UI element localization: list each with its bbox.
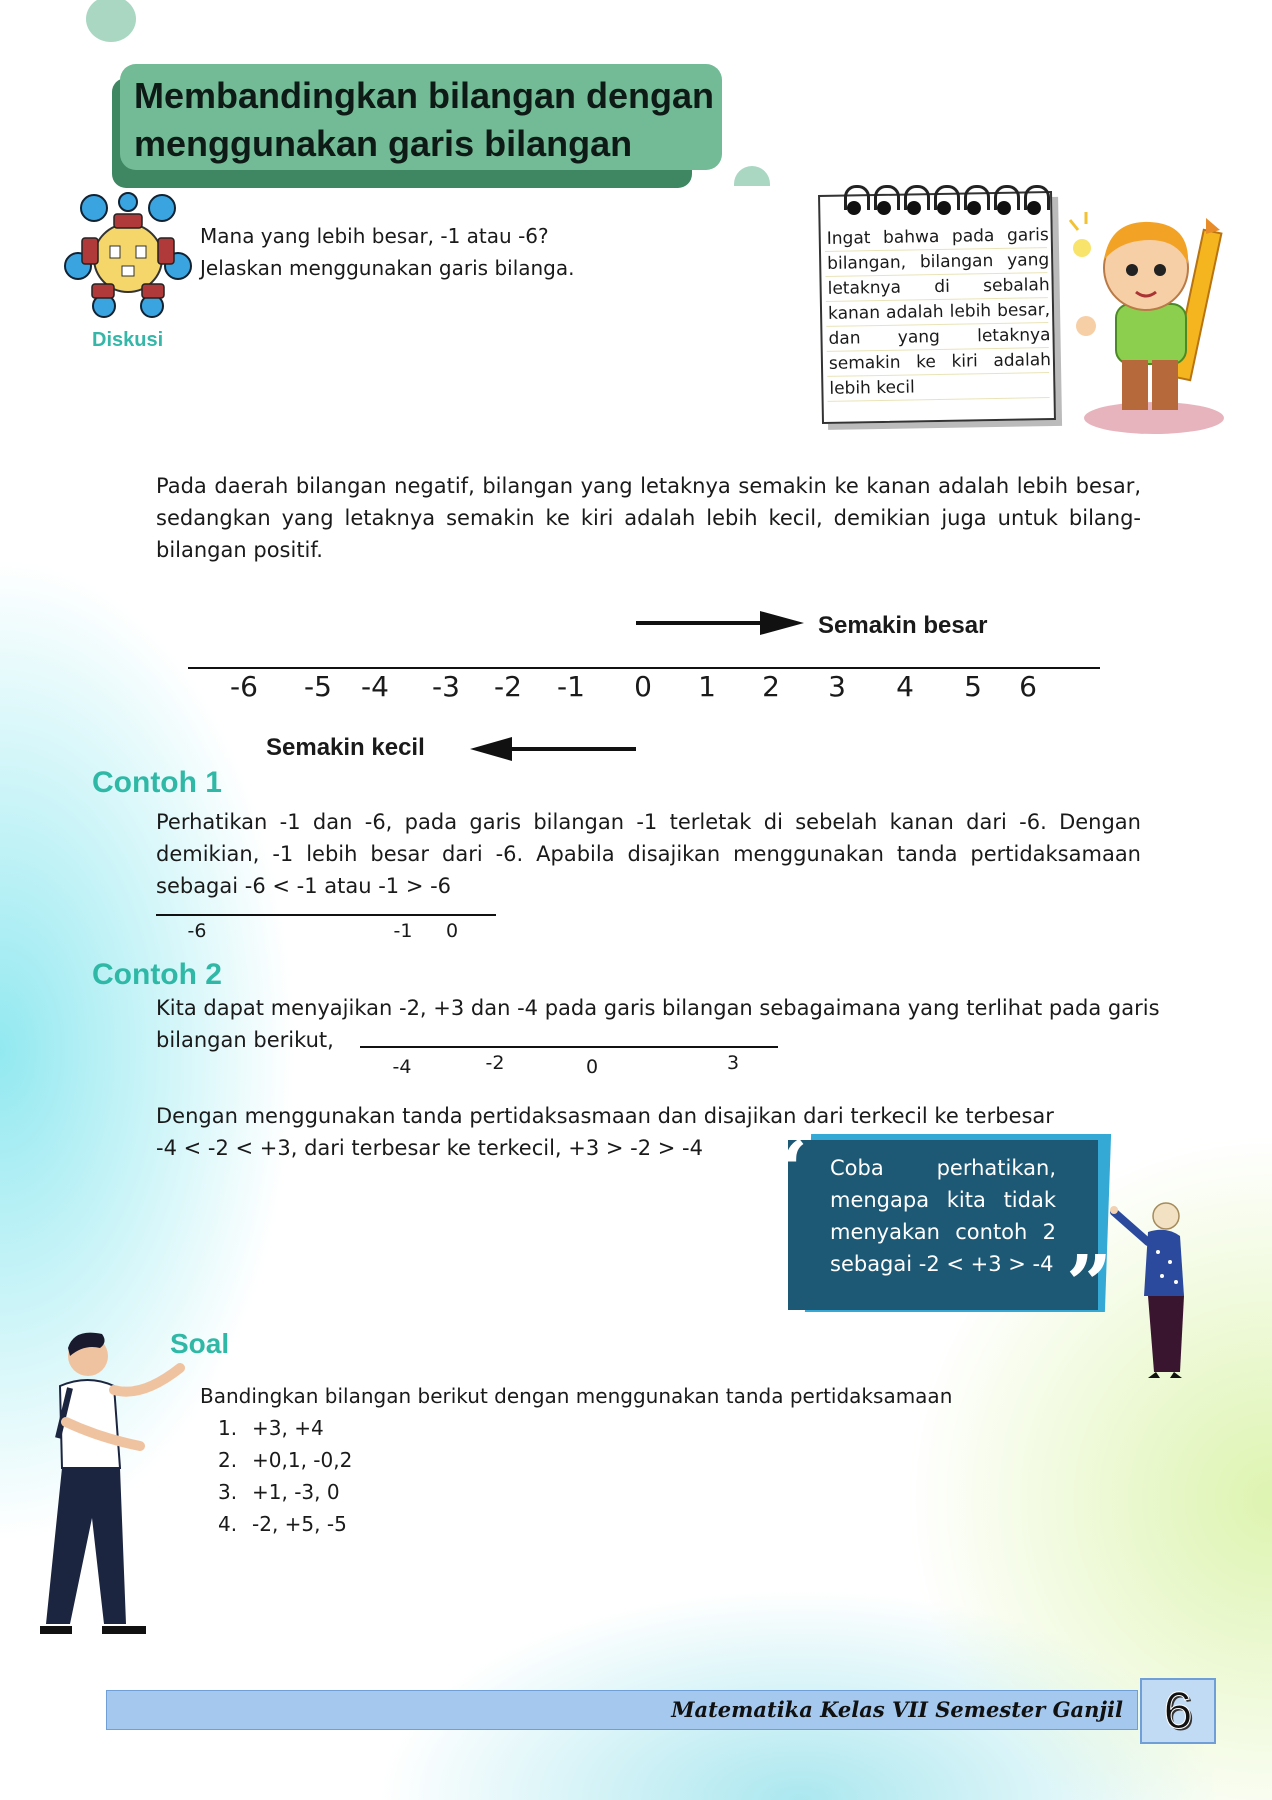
- soal-item-text: +0,1, -0,2: [252, 1448, 353, 1472]
- number-line-tick-label: -2: [494, 670, 522, 703]
- example2-tick-label: 0: [585, 1056, 599, 1078]
- example2-tick-label: -2: [485, 1052, 505, 1074]
- spiral-hole-icon: [997, 201, 1011, 215]
- man-pointing-illustration: [30, 1328, 200, 1658]
- soal-item-text: +1, -3, 0: [252, 1480, 340, 1504]
- example2-tick-label: -4: [392, 1056, 412, 1078]
- soal-item-number: 1.: [218, 1416, 238, 1440]
- spiral-hole-icon: [907, 201, 921, 215]
- intro-paragraph: Pada daerah bilangan negatif, bilangan yang letaknya semakin ke kanan adalah lebih besar, sedangkan yang letaknya semakin ke kiri adalah lebih kecil, demikian juga untuk bilang-bilangan positif.: [156, 474, 1141, 562]
- reminder-note: [820, 185, 1058, 420]
- example1-heading: Contoh 1: [92, 766, 222, 799]
- woman-illustration: [1108, 1196, 1188, 1382]
- example2-number-line: [360, 1046, 778, 1048]
- number-line-tick-label: -3: [432, 670, 460, 703]
- soal-heading: Soal: [170, 1328, 230, 1359]
- book-title: Matematika Kelas VII Semester Ganjil: [671, 1697, 1123, 1722]
- number-line-tick-label: 5: [964, 670, 982, 703]
- example1-tick-label: -6: [187, 920, 207, 942]
- arrow-left-icon: [470, 734, 636, 764]
- soal-item: [218, 1412, 352, 1444]
- number-line-tick-label: 2: [762, 670, 780, 703]
- example2-heading: Contoh 2: [92, 958, 222, 991]
- number-line-tick-label: -5: [304, 670, 332, 703]
- spiral-hole-icon: [1027, 201, 1041, 215]
- soal-item: [218, 1508, 352, 1540]
- example2-text-line-2: bilangan berikut,: [156, 1028, 334, 1052]
- note-text: Ingat bahwa pada garis bilangan, bilangan yang letaknya di sebalah kanan adalah lebih besar, dan yang letaknya semakin ke kiri adalah lebih kecil: [826, 225, 1052, 399]
- soal-item-text: -2, +5, -5: [252, 1512, 347, 1536]
- soal-item-number: 3.: [218, 1480, 238, 1504]
- number-line-tick-label: -6: [230, 670, 258, 703]
- example2-text-line-1: Kita dapat menyajikan -2, +3 dan -4 pada garis bilangan sebagaimana yang terlihat pada garis: [156, 996, 1160, 1020]
- number-line-tick-label: -4: [361, 670, 389, 703]
- page-number: 6: [1163, 1682, 1193, 1740]
- page-number-box: [1140, 1678, 1216, 1744]
- soal-list: [218, 1412, 352, 1540]
- discussion-question: [200, 220, 575, 284]
- spiral-hole-icon: [967, 201, 981, 215]
- number-line-tick-label: 1: [698, 670, 716, 703]
- boy-with-pencil-illustration: [1060, 200, 1240, 440]
- number-line-tick-label: 0: [634, 670, 652, 703]
- footer-bar: [106, 1690, 1138, 1730]
- quote-box: [762, 1123, 1113, 1331]
- discussion-label: Diskusi: [92, 329, 164, 351]
- discussion-group-icon: [64, 192, 192, 320]
- example2-conclusion-line-1: Dengan menggunakan tanda pertidaksasmaan dan disajikan dari terkecil ke terbesar: [156, 1104, 1054, 1128]
- note-paper: [818, 191, 1056, 424]
- page-title: [134, 72, 734, 168]
- soal-item: [218, 1444, 352, 1476]
- title-banner: [112, 60, 722, 178]
- soal-item-text: +3, +4: [252, 1416, 324, 1440]
- smaller-label: Semakin kecil: [266, 734, 425, 761]
- example1-text: Perhatikan -1 dan -6, pada garis bilangan -1 terletak di sebelah kanan dari -6. Dengan demikian, -1 lebih besar dari -6. Apabila disajikan menggunakan tanda pertidaksamaan sebagai -6 < -1 atau -1 > -6: [156, 810, 1141, 898]
- example2-tick-label: 3: [726, 1052, 740, 1074]
- spiral-hole-icon: [877, 201, 891, 215]
- example1-tick-label: -1: [393, 920, 413, 942]
- main-number-line: [188, 667, 1100, 669]
- number-line-tick-label: -1: [557, 670, 585, 703]
- open-quote-icon: “: [762, 1123, 809, 1217]
- example1-tick-label: 0: [445, 920, 459, 942]
- close-quote-icon: ”: [1066, 1237, 1113, 1331]
- soal-item-number: 4.: [218, 1512, 238, 1536]
- example1-number-line: [156, 914, 496, 916]
- soal-item: [218, 1476, 352, 1508]
- spiral-hole-icon: [937, 201, 951, 215]
- quote-text: Coba perhatikan, mengapa kita tidak menyakan contoh 2 sebagai -2 < +3 > -4: [830, 1156, 1056, 1276]
- page-title-line-2: menggunakan garis bilangan: [134, 123, 633, 164]
- soal-item-number: 2.: [218, 1448, 238, 1472]
- arrow-right-icon: [636, 608, 804, 638]
- discussion-question-line-1: Mana yang lebih besar, -1 atau -6?: [200, 224, 549, 248]
- number-line-tick-label: 3: [828, 670, 846, 703]
- soal-instruction: Bandingkan bilangan berikut dengan menggunakan tanda pertidaksamaan: [200, 1384, 953, 1408]
- spiral-hole-icon: [847, 201, 861, 215]
- discussion-question-line-2: Jelaskan menggunakan garis bilanga.: [200, 256, 575, 280]
- number-line-tick-label: 6: [1019, 670, 1037, 703]
- example2-conclusion-line-2: -4 < -2 < +3, dari terbesar ke terkecil, +3 > -2 > -4: [156, 1136, 703, 1160]
- bigger-label: Semakin besar: [818, 612, 988, 639]
- number-line-tick-label: 4: [896, 670, 914, 703]
- page-title-line-1: Membandingkan bilangan dengan: [134, 75, 715, 116]
